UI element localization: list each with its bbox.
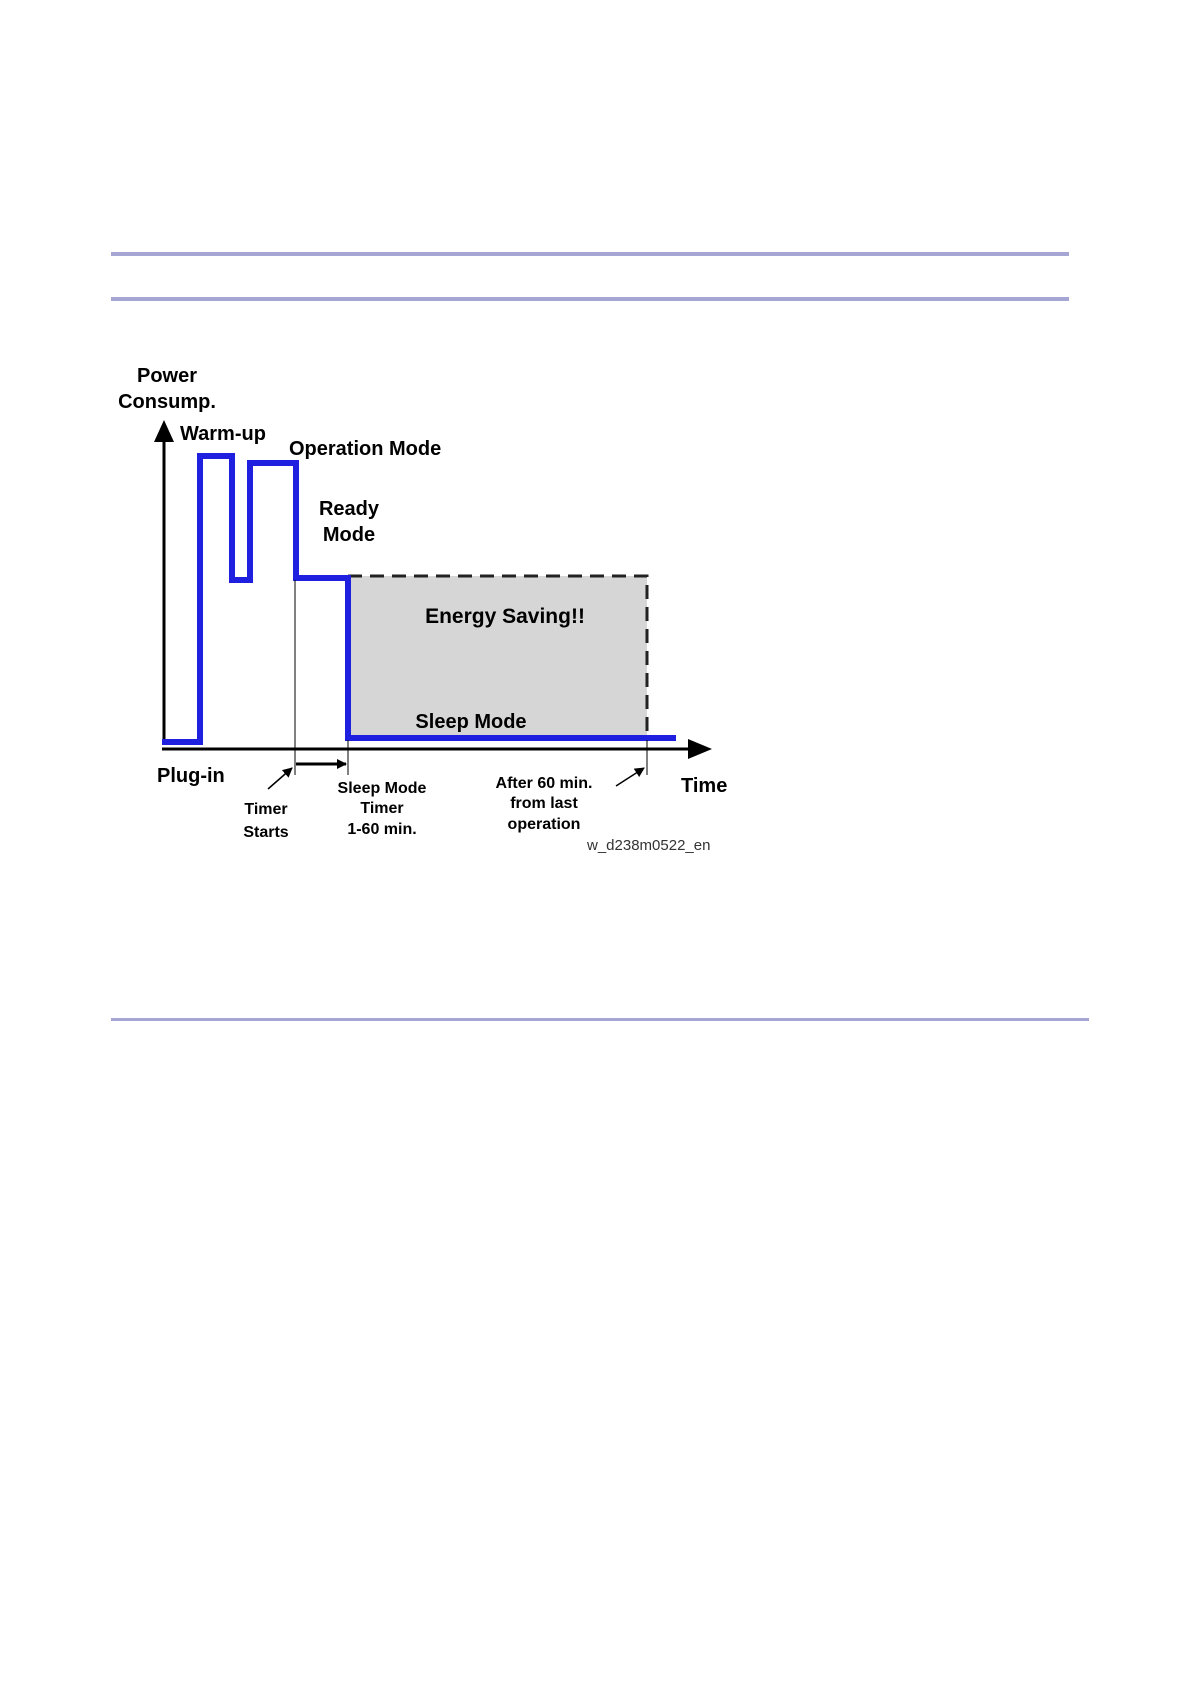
x-axis-label-time: Time [681, 775, 728, 797]
after-60-label-line1: After 60 min. [495, 775, 593, 792]
section-divider [111, 1018, 1089, 1021]
timer-starts-pointer [268, 768, 292, 789]
plug-in-label: Plug-in [157, 765, 225, 787]
sixty-min-pointer [616, 768, 644, 786]
ready-mode-label-line2: Mode [322, 524, 376, 546]
sleep-timer-label-line3: 1-60 min. [347, 821, 417, 838]
x-axis-arrow [688, 739, 712, 759]
sleep-timer-label-line1: Sleep Mode [337, 780, 427, 797]
ready-mode-label-line1: Ready [318, 498, 380, 520]
warm-up-label: Warm-up [180, 423, 266, 445]
y-axis-label-power: Power [136, 365, 198, 387]
y-axis-arrow [154, 420, 174, 442]
operation-mode-label: Operation Mode [289, 438, 442, 460]
sleep-mode-label: Sleep Mode [415, 711, 527, 733]
after-60-label-line2: from last [510, 795, 578, 812]
sleep-timer-label-line2: Timer [360, 800, 404, 817]
figure-id-label: w_d238m0522_en [587, 837, 711, 854]
y-axis-label-consump: Consump. [118, 391, 216, 413]
timer-starts-label-line2: Starts [243, 824, 289, 841]
after-60-label-line3: operation [507, 816, 581, 833]
timer-starts-label-line1: Timer [244, 801, 288, 818]
energy-saving-label: Energy Saving!! [425, 605, 585, 628]
